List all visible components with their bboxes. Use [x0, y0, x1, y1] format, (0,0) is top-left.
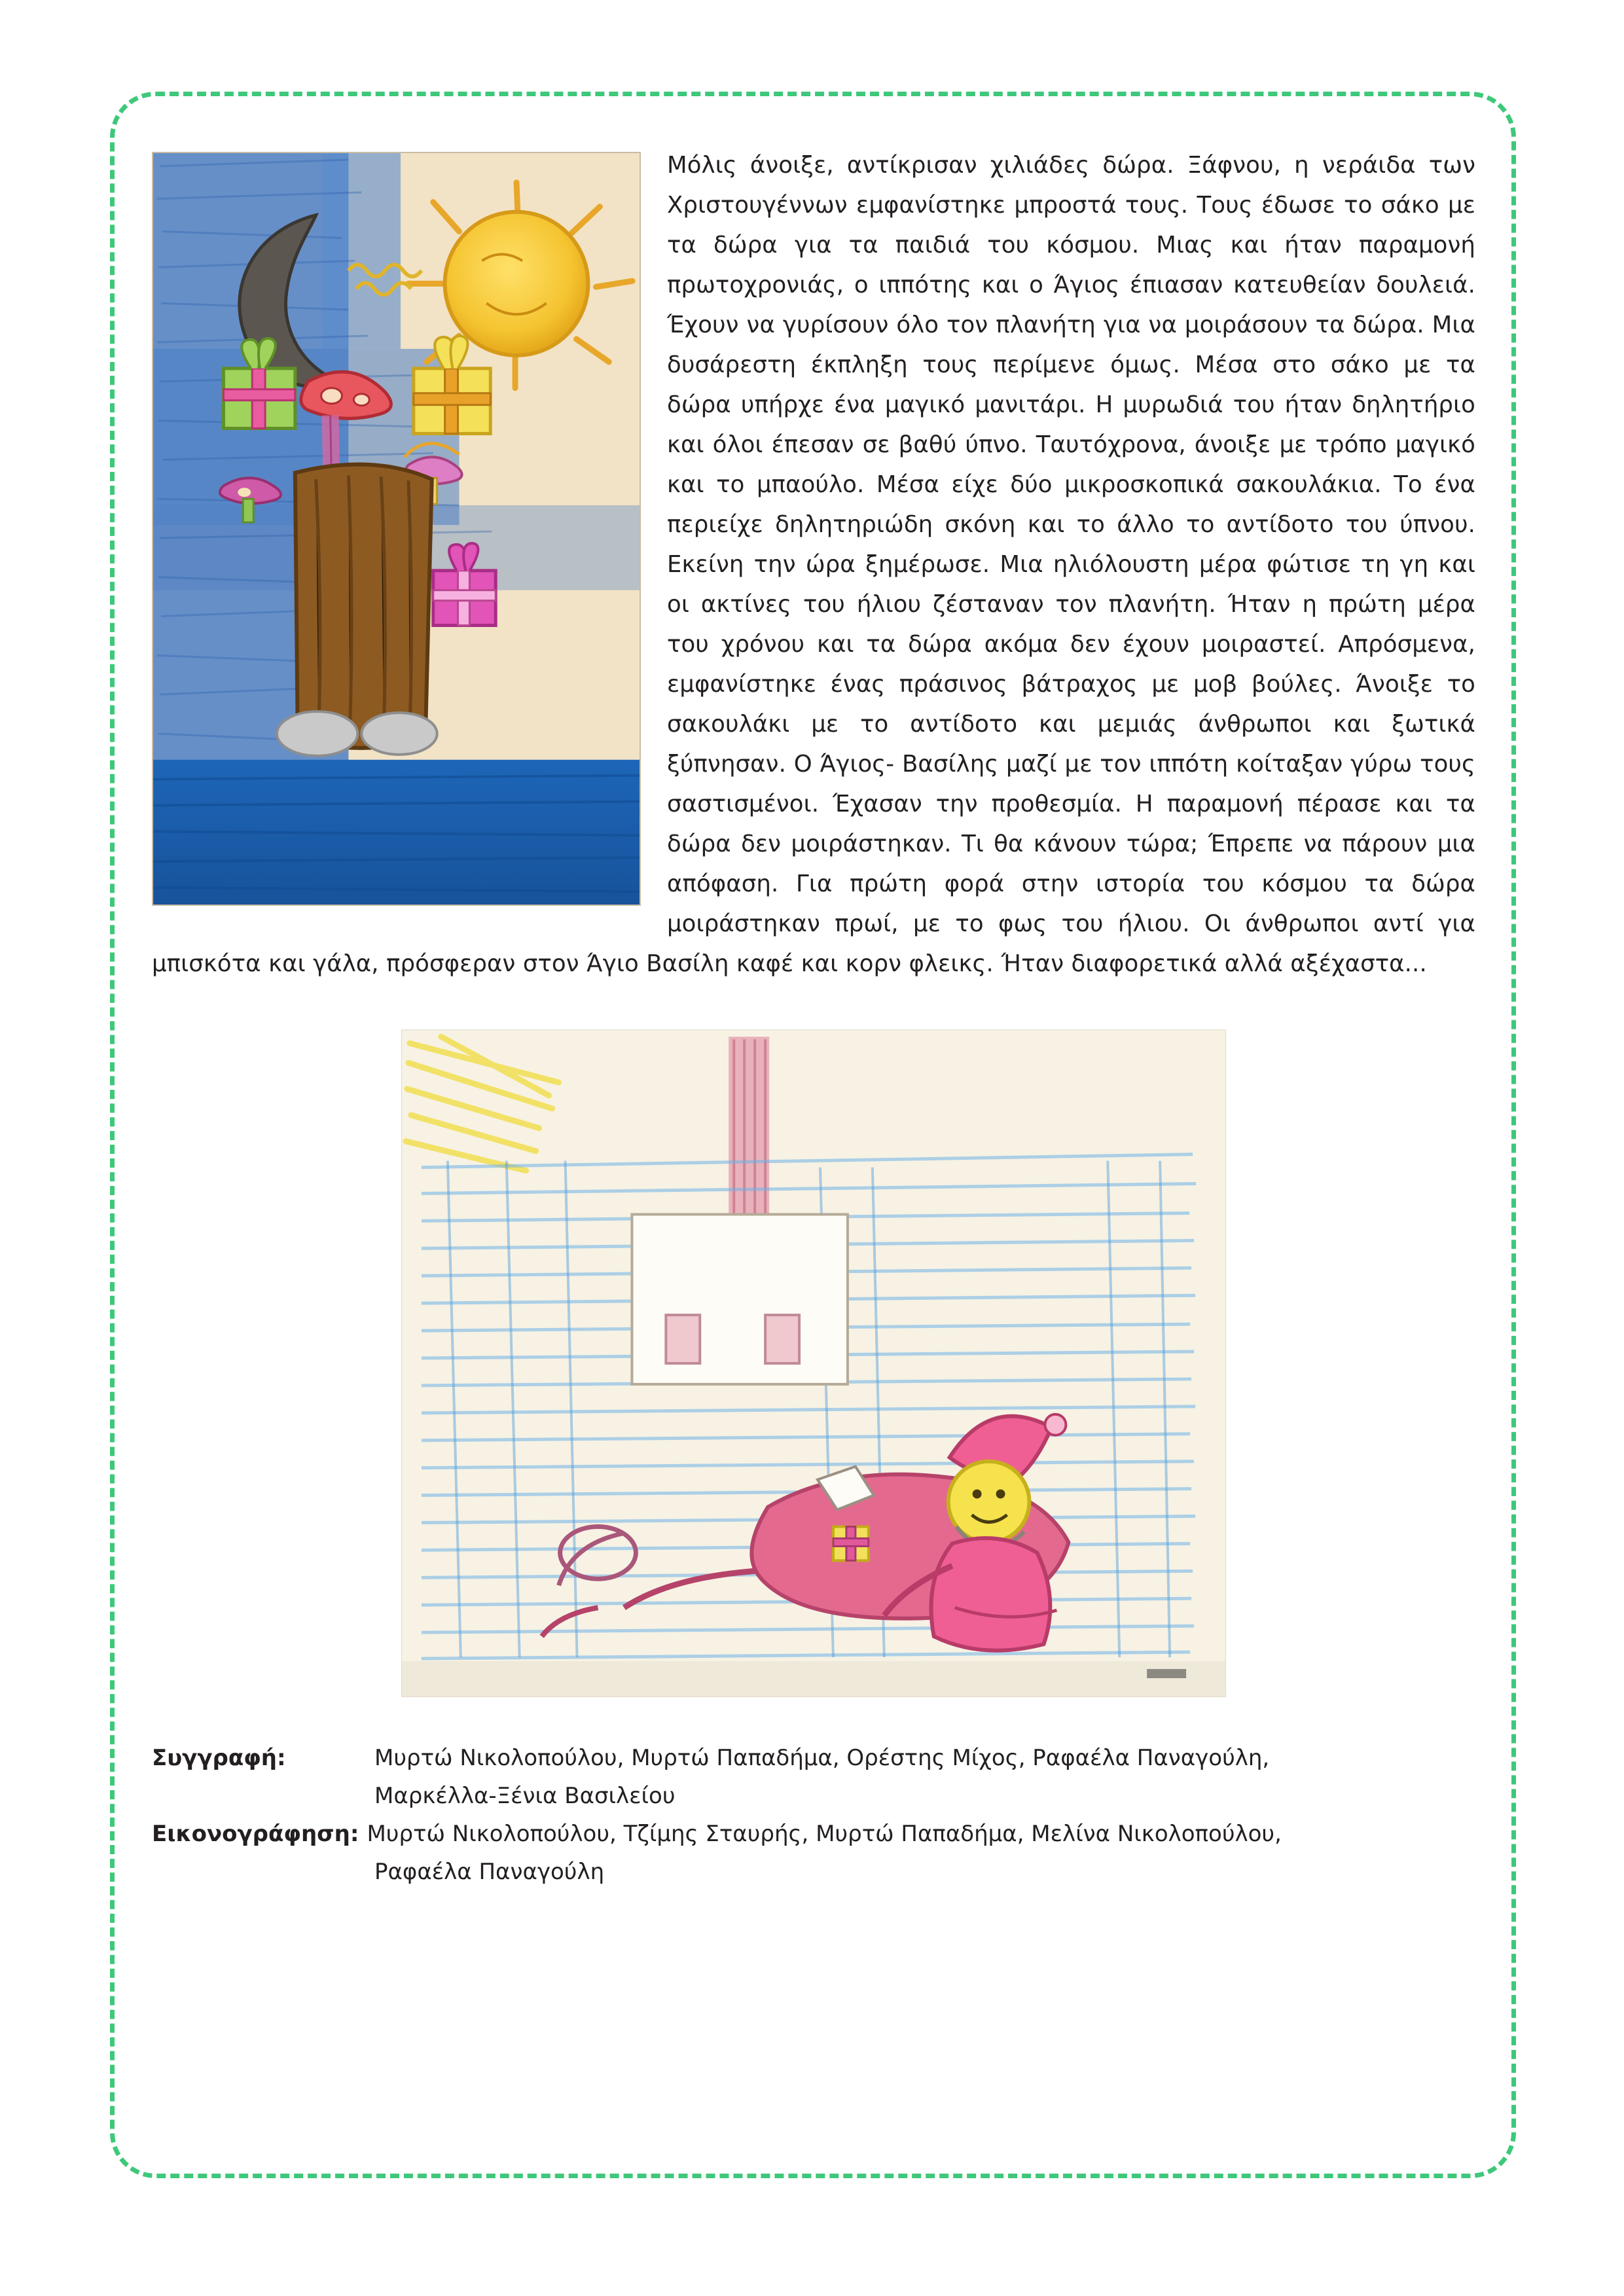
credit-row-writing [152, 1739, 1475, 1777]
child-drawing-santa-sleigh [401, 1030, 1226, 1697]
house-shape [632, 1214, 847, 1384]
gift-in-sleigh [833, 1527, 869, 1561]
credit-names-writing-line1: Μυρτώ Νικολοπούλου, Μυρτώ Παπαδήμα, Ορέστης Μίχος, Ραφαέλα Παναγούλη, [374, 1745, 1270, 1771]
night-sky-illustration-svg [153, 153, 640, 905]
santa-sleigh-illustration-svg [402, 1030, 1225, 1696]
credit-row-illustration [152, 1815, 1475, 1853]
child-drawing-night-sky [152, 152, 641, 906]
credit-names-writing-line2: Μαρκέλλα-Ξένια Βασιλείου [374, 1783, 676, 1809]
credit-label-illustration: Εικονογράφηση: [152, 1821, 359, 1847]
credit-label-writing: Συγγραφή: [152, 1745, 286, 1771]
chimney-stripe [729, 1037, 769, 1239]
story-text-body: Μόλις άνοιξε, αντίκρισαν χιλιάδες δώρα. Ξάφνου, η νεράιδα των Χριστουγέννων εμφανίστηκε μπροστά τους. Τους έδωσε το σάκο με τα δώρα για τα παιδιά του κόσμου. Μιας και ήταν παραμονή πρωτοχρονιάς, ο ιππότης και ο Άγιος έπιασαν κατευθείαν δουλειά. Έχουν να γυρίσουν όλο τον πλανήτη για να μοιράσουν τα δώρα. Μια δυσάρεστη έκπληξη τους περίμενε όμως. Μέσα στο σάκο με τα δώρα υπήρχε ένα μαγικό μανιτάρι. Η μυρωδιά του ήταν δηλητήριο και όλοι έπεσαν σε βαθύ ύπνο. Ταυτόχρονα, άνοιξε με τρόπο μαγικό και το μπαούλο. Μέσα είχε δύο μικροσκοπικά σακουλάκια. Το ένα περιείχε δηλητηριώδη σκόνη και το άλλο το αντίδοτο του ύπνου. Εκείνη την ώρα ξημέρωσε. Μια ηλιόλουστη μέρα φώτισε τη γη και οι ακτίνες του ήλιου ζέσταναν τον πλανήτη. Ήταν η πρώτη μέρα του χρόνου και τα δώρα ακόμα δεν έχουν μοιραστεί. Απρόσμενα, εμφανίστηκε ένας πράσινος βάτραχος με μοβ βούλες. Άνοιξε το σακουλάκι με το αντίδοτο και μεμιάς άνθρωποι και ξωτικά ξύπνησαν. Ο Άγιος- Βασίλης μαζί με τον ιππότη κοίταξαν γύρω τους σαστισμένοι. Έχασαν την προθεσμία. Η παραμονή πέρασε και τα δώρα δεν μοιράστηκαν. Τι θα κάνουν τώρα; Έπρεπε να πάρουν μια απόφαση. Για πρώτη φορά στην ιστορία του κόσμου τα δώρα μοιράστηκαν πρωί, με το φως του ήλιου. Οι άνθρωποι αντί για μπισκότα και γάλα, πρόσφεραν στον Άγιο Βασίλη καφέ και κορν φλεικς. Ήταν διαφορετικά αλλά αξέχαστα... [152, 152, 1475, 977]
credits-block [152, 1739, 1475, 1891]
text-and-image-block [152, 145, 1475, 984]
page-content [152, 145, 1475, 2128]
credit-names-illustration-line1: Μυρτώ Νικολοπούλου, Τζίμης Σταυρής, Μυρτώ Παπαδήμα, Μελίνα Νικολοπούλου, [367, 1821, 1282, 1847]
credit-names-illustration-line2: Ραφαέλα Παναγούλη [374, 1859, 605, 1885]
tree-shape [277, 464, 437, 755]
